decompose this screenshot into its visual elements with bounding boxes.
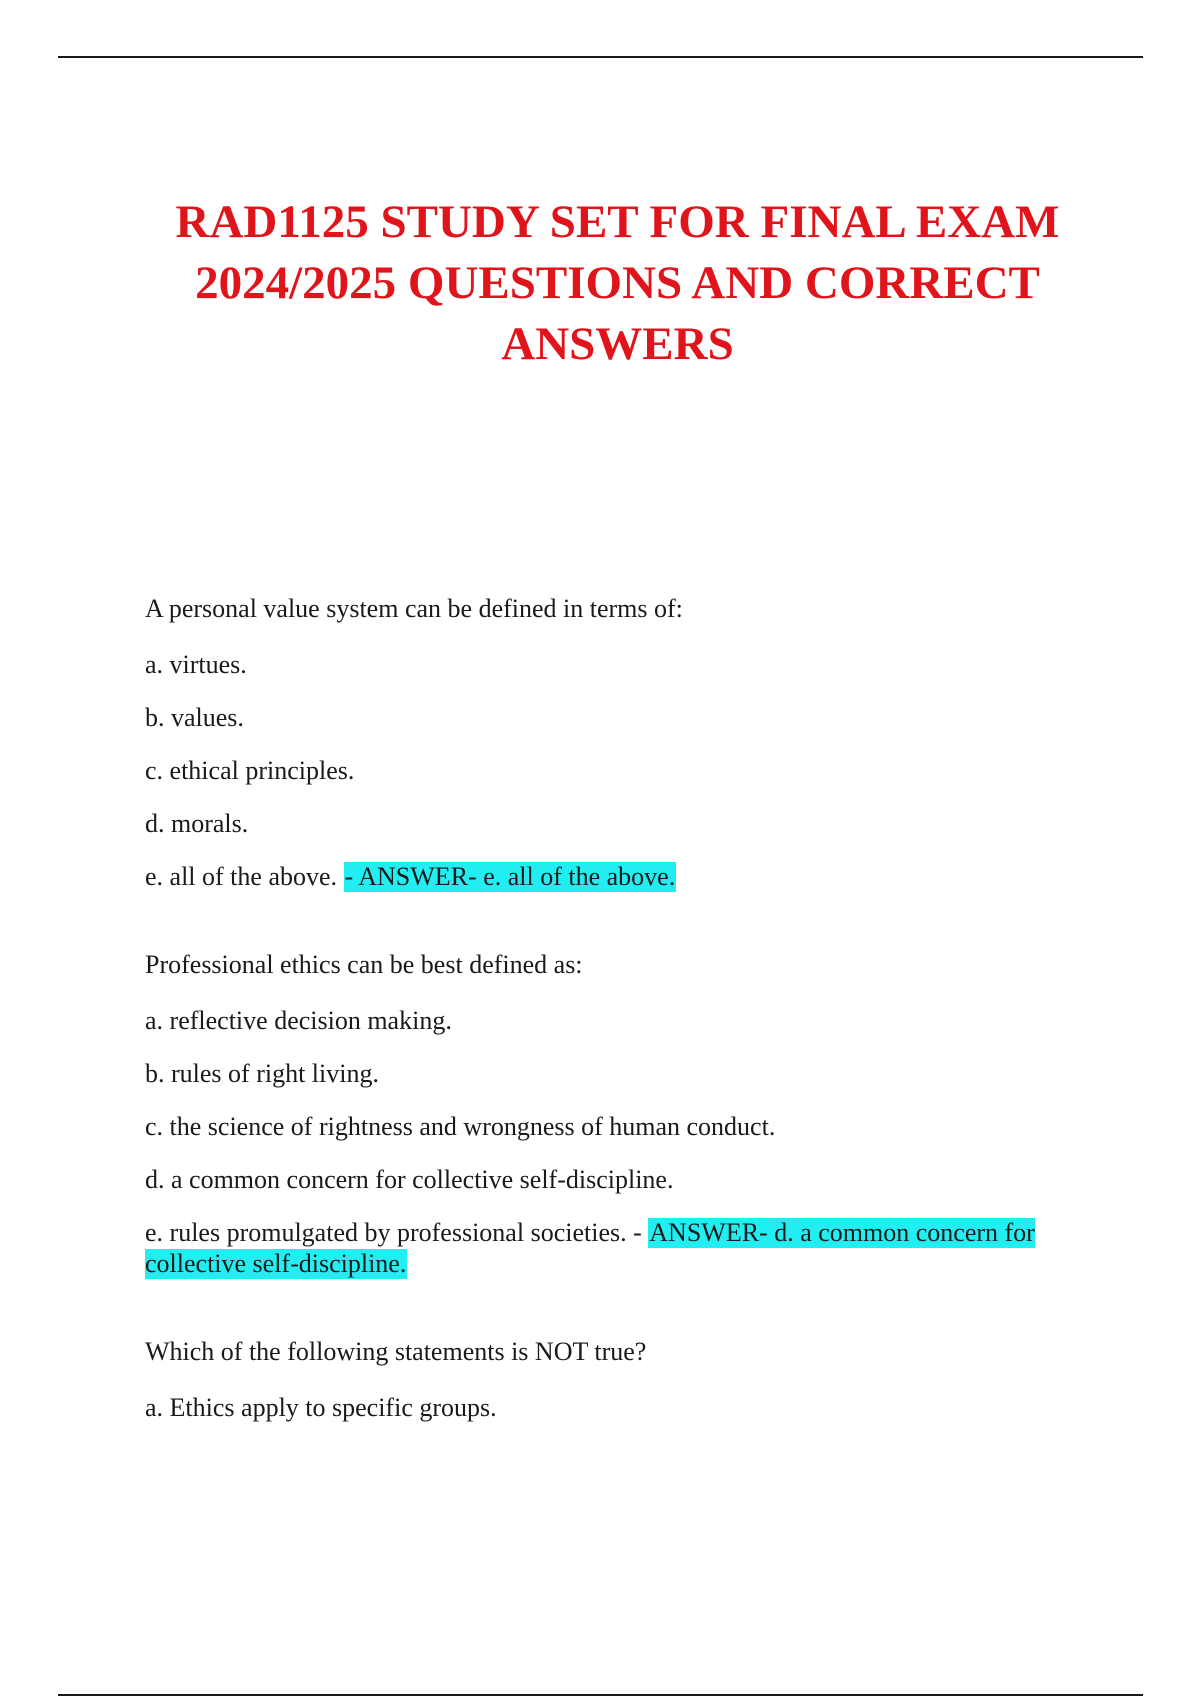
option-c: c. the science of rightness and wrongness of human conduct.	[145, 1112, 776, 1141]
option-e: e. rules promulgated by professional societies.	[145, 1218, 627, 1247]
question-list	[145, 593, 1075, 1480]
question-stem: A personal value system can be defined in terms of:	[145, 594, 683, 623]
option-c: c. ethical principles.	[145, 756, 355, 785]
top-rule	[58, 56, 1143, 58]
answer-separator: -	[626, 1218, 649, 1247]
answer-separator	[337, 862, 344, 891]
question-1	[145, 593, 1075, 892]
question-2	[145, 949, 1075, 1279]
option-a: a. reflective decision making.	[145, 1006, 452, 1035]
option-e-with-answer	[145, 861, 1075, 892]
option-d: d. a common concern for collective self-discipline.	[145, 1165, 674, 1194]
option-e: e. all of the above.	[145, 862, 338, 891]
question-3	[145, 1336, 1075, 1423]
question-stem: Which of the following statements is NOT true?	[145, 1337, 647, 1366]
highlighted-answer: ANSWER- d. a common concern for collective self-discipline.	[145, 1218, 1035, 1278]
highlighted-answer: - ANSWER- e. all of the above.	[344, 862, 676, 891]
document-title: RAD1125 STUDY SET FOR FINAL EXAM 2024/2025 QUESTIONS AND CORRECT ANSWERS	[175, 196, 1060, 370]
option-b: b. rules of right living.	[145, 1059, 379, 1088]
option-e-with-answer	[145, 1217, 1075, 1279]
option-b: b. values.	[145, 703, 244, 732]
option-d: d. morals.	[145, 809, 249, 838]
option-a: a. Ethics apply to specific groups.	[145, 1393, 497, 1422]
bottom-rule	[58, 1694, 1143, 1696]
option-a: a. virtues.	[145, 650, 247, 679]
question-stem: Professional ethics can be best defined as:	[145, 950, 583, 979]
